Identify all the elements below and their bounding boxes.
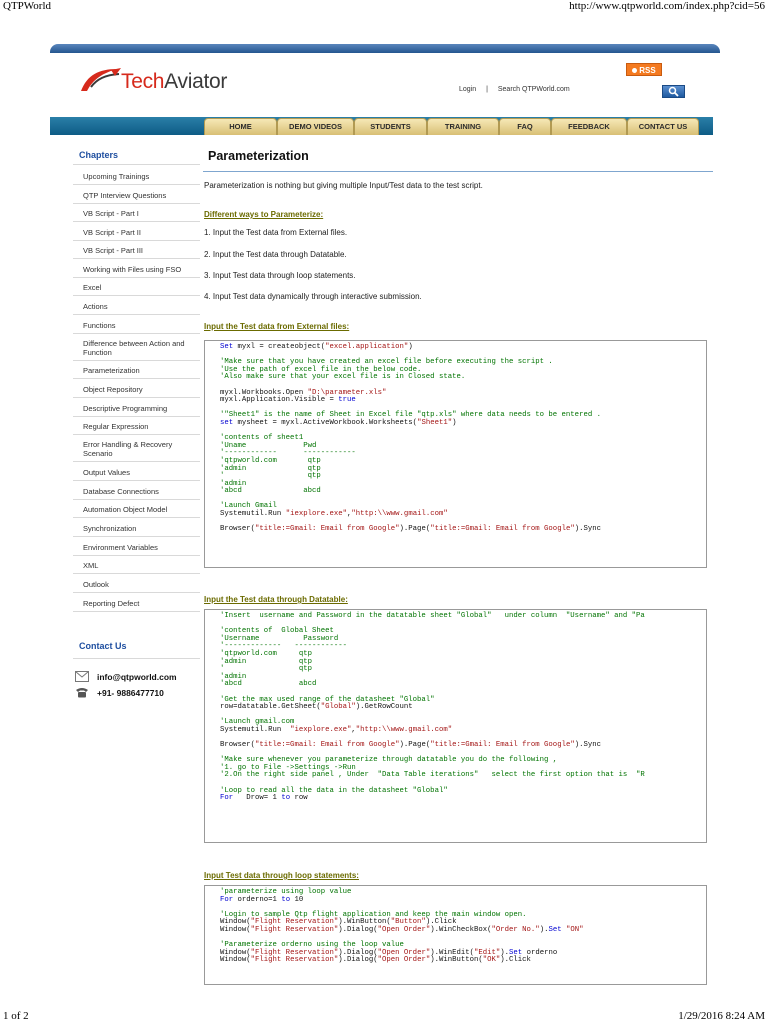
code-line: '------------ ------------ [220,449,356,458]
way-item: 2. Input the Test data through Datatable. [204,250,347,259]
code-line: 'Uname Pwd [220,441,317,450]
code-block-loop[interactable] [204,885,707,985]
code-line: 'qtpworld.com qtp [220,456,321,465]
phone-icon [75,687,89,698]
section-heading-external-files: Input the Test data from External files: [204,322,350,331]
contact-email[interactable]: info@qtpworld.com [97,671,177,682]
sidebar-item-action-vs-function[interactable]: Difference between Action and Function [83,339,185,357]
divider [73,536,200,537]
search-label[interactable]: Search QTPWorld.com [497,86,570,93]
page-title: Parameterization [208,149,309,163]
code-line: 'Make sure whenever you parameterize through datatable you do the following , [220,756,558,765]
login-link[interactable]: Login [459,86,477,93]
code-line: 'Launch Gmail [220,502,277,511]
sidebar-item-vbscript-part-2[interactable]: VB Script - Part II [83,228,141,237]
title-divider [203,171,713,172]
code-line: 'parameterize using loop value [220,888,352,896]
sidebar-item-upcoming-trainings[interactable]: Upcoming Trainings [83,172,150,181]
code-line: 'Parameterize orderno using the loop value [220,941,404,950]
code-line: 'admin qtp [220,657,312,666]
logo-swoosh-icon [77,65,123,95]
divider [73,164,200,165]
sidebar-item-object-repository[interactable]: Object Repository [83,385,143,394]
way-item: 1. Input the Test data from External files. [204,228,348,237]
divider [73,517,200,518]
code-line: 'abcd abcd [220,487,321,496]
print-page-url: http://www.qtpworld.com/index.php?cid=56 [569,0,765,12]
divider [73,397,200,398]
code-line: Browser("title:=Gmail: Email from Google").Page("title:=Gmail: Email from Google").Sync [220,741,601,750]
site-logo[interactable] [77,65,242,97]
code-line: Browser("title:=Gmail: Email from Google").Page("title:=Gmail: Email from Google").Sync [220,525,601,534]
sidebar-item-functions[interactable]: Functions [83,321,116,330]
code-line: 'admin qtp [220,464,321,473]
sidebar-item-environment-variables[interactable]: Environment Variables [83,543,158,552]
divider [73,499,200,500]
code-line: '"Sheet1" is the name of Sheet in Excel file "qtp.xls" where data needs to be entered . [220,411,601,420]
print-datetime: 1/29/2016 8:24 AM [678,1010,765,1022]
way-item: 3. Input Test data through loop statements. [204,271,356,280]
code-line: myxl.Workbooks.Open "D:\parameter.xls" [220,388,387,397]
divider [73,611,200,612]
code-line: 'abcd abcd [220,680,317,689]
code-line: Systemutil.Run "iexplore.exe","http:\\www.gmail.com" [220,725,453,734]
print-page-title: QTPWorld [3,0,52,12]
code-line: For orderno=1 to 10 [220,895,304,904]
divider [73,573,200,574]
sidebar-item-output-values[interactable]: Output Values [83,468,130,477]
section-heading-loop: Input Test data through loop statements: [204,871,359,880]
sidebar-item-files-fso[interactable]: Working with Files using FSO [83,265,182,274]
sidebar-item-descriptive-programming[interactable]: Descriptive Programming [83,404,168,413]
sidebar-item-outlook[interactable]: Outlook [83,580,109,589]
rss-label: RSS [639,66,656,75]
sidebar-item-reporting-defect[interactable]: Reporting Defect [83,599,140,608]
code-line: Systemutil.Run "iexplore.exe","http:\\www.gmail.com" [220,510,448,519]
code-line: 'admin [220,672,247,681]
code-line: 'Use the path of excel file in the below code. [220,365,422,374]
divider [73,434,200,435]
top-links [459,86,578,93]
code-line: set mysheet = myxl.ActiveWorkbook.Worksheets("Sheet1") [220,418,457,427]
divider [73,240,200,241]
code-line: ' qtp [220,665,312,674]
search-button[interactable] [662,85,685,98]
sidebar-item-parameterization[interactable]: Parameterization [83,366,140,375]
divider [73,480,200,481]
divider [73,258,200,259]
link-separator: | [486,86,488,93]
code-line: 'Make sure that you have created an excel file before executing the script . [220,358,553,367]
sidebar-item-xml[interactable]: XML [83,561,99,570]
contact-us-title: Contact Us [79,641,127,651]
code-line: 'Also make sure that your excel file is in Closed state. [220,373,466,382]
divider [73,360,200,361]
nav-home[interactable]: HOME [204,118,277,135]
code-line: 'admin [220,479,247,488]
code-line: '------------- ------------ [220,642,347,651]
chapters-title: Chapters [79,150,119,160]
logo-text: TechAviator [121,70,228,93]
sidebar-item-qtp-interview-questions[interactable]: QTP Interview Questions [83,191,167,200]
code-line: Window("Flight Reservation").Dialog("Open Order").WinEdit("Edit").Set orderno [220,948,558,957]
ways-heading: Different ways to Parameterize: [204,210,324,219]
sidebar-item-actions[interactable]: Actions [83,302,108,311]
contact-phone-row [75,687,164,698]
code-line: 'Launch gmail.com [220,718,295,727]
divider [73,314,200,315]
code-line: ' qtp [220,472,321,481]
print-header [0,0,768,14]
nav-demo-videos[interactable]: DEMO VIDEOS [277,118,354,135]
rss-icon [632,68,637,73]
nav-students[interactable]: STUDENTS [354,118,427,135]
sidebar-item-database-connections[interactable]: Database Connections [83,487,159,496]
print-page-number: 1 of 2 [3,1010,29,1022]
code-line: 'Username Password [220,634,339,643]
sidebar-item-excel[interactable]: Excel [83,283,102,292]
code-line: Window("Flight Reservation").Dialog("Open Order").WinCheckBox("Order No.").Set "ON" [220,925,584,934]
code-line: 'contents of Global Sheet [220,627,334,636]
divider [73,277,200,278]
divider [73,416,200,417]
divider [73,333,200,334]
sidebar-item-automation-object-model[interactable]: Automation Object Model [83,505,168,514]
sidebar-item-error-handling[interactable]: Error Handling & Recovery Scenario [83,440,173,458]
intro-text: Parameterization is nothing but giving multiple Input/Test data to the test script. [204,181,483,190]
divider [73,555,200,556]
contact-email-row [75,671,177,682]
code-line: Window("Flight Reservation").WinButton("Button").Click [220,918,457,927]
nav-feedback[interactable]: FEEDBACK [551,118,627,135]
nav-contact-us[interactable]: CONTACT US [627,118,699,135]
code-line: '2.On the right side panel , Under "Data Table iterations" select the first option that is "R [220,771,645,780]
code-block-external-files[interactable] [204,340,707,568]
rss-button[interactable] [626,63,662,76]
site-top-bar [50,44,720,53]
section-heading-datatable: Input the Test data through Datatable: [204,595,348,604]
code-line: 'Loop to read all the data in the datasheet "Global" [220,786,448,795]
way-item: 4. Input Test data dynamically through interactive submission. [204,292,422,301]
code-line: row=datatable.GetSheet("Global").GetRowCount [220,703,413,712]
nav-faq[interactable]: FAQ [499,118,551,135]
code-line: myxl.Application.Visible = true [220,396,356,405]
sidebar-item-vbscript-part-1[interactable]: VB Script - Part I [83,209,139,218]
sidebar-item-regular-expression[interactable]: Regular Expression [83,422,149,431]
divider [73,461,200,462]
divider [73,592,200,593]
divider [73,658,200,659]
sidebar-item-synchronization[interactable]: Synchronization [83,524,137,533]
divider [73,184,200,185]
main-nav [50,117,713,135]
divider [73,295,200,296]
divider [73,378,200,379]
print-footer [0,1008,768,1024]
sidebar-item-vbscript-part-3[interactable]: VB Script - Part III [83,246,144,255]
code-line: 'Get the max used range of the datasheet "Global" [220,695,435,704]
code-line: For Drow= 1 to row [220,794,308,803]
code-line: 'contents of sheet1 [220,434,304,443]
code-line: 'Insert username and Password in the datatable sheet "Global" under column "Username" and "Pa [220,612,645,620]
nav-training[interactable]: TRAINING [427,118,499,135]
code-line [220,496,706,504]
code-block-datatable[interactable] [204,609,707,843]
code-line: 'qtpworld.com qtp [220,649,312,658]
search-icon [668,86,679,97]
code-line: '1. go to File ->Settings ->Run [220,763,356,772]
code-line: 'Login to sample Qtp flight application and keep the main window open. [220,910,527,919]
contact-phone: +91- 9886477710 [97,687,164,698]
mail-icon [75,671,89,682]
divider [73,203,200,204]
divider [73,221,200,222]
code-line: Window("Flight Reservation").Dialog("Open Order").WinButton("OK").Click [220,956,531,965]
code-line: Set myxl = createobject("excel.application") [220,343,413,351]
